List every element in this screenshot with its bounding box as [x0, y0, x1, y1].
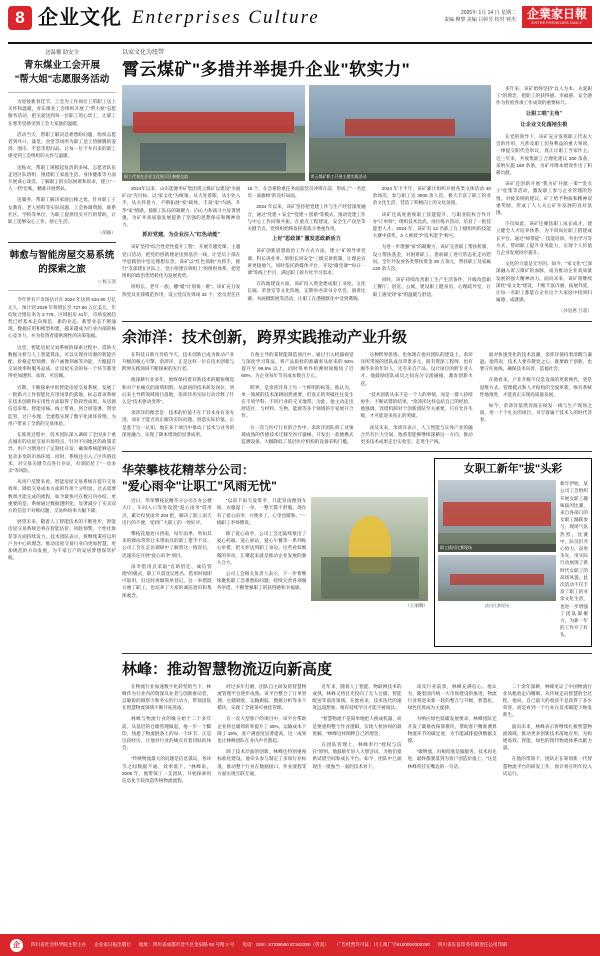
divider: [122, 321, 592, 322]
huarong-photo: [311, 497, 428, 601]
story-huarong-headline-1: 华荣攀枝花精萃分公司：: [122, 463, 255, 478]
paragraph: 该矿坚持"综合性党性提升工程"，开展专题党课、主题党日活动，把党的创新理论送到基层一线，让党员干部在学思践悟中坚定理想信念。该矿以"红色领航"为抓手，推行"支部建在区队上、党小组建在班组上"的组织体系，把党组织的政治优势转化为发展优势。: [122, 244, 241, 279]
paragraph: 在他主导的某智能制造项目中，通过引入机器视觉与深度学习算法，将产品质检的准确率从原来的 92% 提升至 99.5% 以上，同时将单件检测时间缩短了近 60%，为企业每年节省成本数百万元。: [241, 351, 354, 379]
story-huarong-col1: [122, 497, 212, 609]
hero-photo-right: [309, 85, 492, 181]
story-huarong-byline: （王丽娜）: [405, 603, 429, 609]
paragraph: 在科技日新月异的今天，技术创新已成为推动产业升级的核心引擎。余沛洋，正是这样一位在技术创新与跨界实践领域不断探索的先行者。: [122, 351, 235, 372]
left-story2-byline: □ 杨玉清: [98, 279, 116, 285]
masthead-date: [444, 10, 516, 24]
paragraph: 在团队管理上，林峰奉行"授权与信任"原则。他鼓励年轻人大胆尝试，为他们提供试错空间和成长平台。如今，团队中已涌现出一批独当一面的技术骨干。: [312, 742, 402, 769]
story-huarong-photo-col: [311, 497, 428, 609]
paragraph: 在一次大型客户的项目中，该平台帮助企业将仓储周转率提升了 35%，运输成本下降了 18%，客户满意度显著提高。这一成果也让林峰团队在业内声名鹊起。: [217, 716, 307, 744]
paragraph: 2024年以来，山东能源枣矿集团霄云煤矿以建设"幸福矿山"为目标，以"家文化"为统领，从大处着眼、从小处入手，从关怀着力，不断拓展"家"载体、丰富"家"内涵、升华"家"情感，使职工队伍的凝聚力、向心力和战斗力显著增强，为矿井高质量发展提供了坚强的思想保证和精神动力。: [122, 186, 241, 228]
page-number-badge: 8: [8, 6, 32, 30]
hero-right-subhead-2: 让企业文化落地生根: [520, 121, 568, 128]
footer-item-5: 四川省长征印务有限责任公司印刷: [437, 942, 507, 947]
paragraph: 雨伞借用点采取"自助借还、诚信管理"的模式，职工只需登记姓名、借用时间即可取用，归还时再做简单登记。这一举措既方便了职工，也培养了大家的诚信意识和集体观念。: [122, 563, 212, 598]
paragraph: 攀枝花地处川西南，每年雨季，突如其来的降雨常常让未带雨具的职工措手不及。公司工会在走访调研中了解到这一情况后，迅速决定开展"爱心雨伞"项目。: [122, 530, 212, 558]
paragraph: 近期，不断探索中的智能房屋交易系统，发展了一批新兴工作智能化应用场景的落地，标志着该系统在技术创新和实用性方面取得了阶段性成果。从房源信息采集、智能审核、线上带看，到合同签署、资金监管、过户办理，全流程实现了数字化闭环管理，为用户带来了全新的交易体验。: [8, 384, 116, 426]
story-box-photo: [438, 480, 556, 552]
paragraph: 面对快速变化的技术浪潮，余沛洋保持着清醒与谦逊。他常说，技术人要有敬畏之心，既要敢于创新，也要守住底线，确保技术向善、造福社会。: [479, 351, 592, 372]
paragraph: 2024 年以来，该矿坚持把党建工作与生产经营深度融合，通过"党建 + 安全""党建 + 创新"等模式，推动党建工作与中心工作同频共振。在重点工程建设、安全生产攻坚等关键节点，党组织始终发挥着战斗堡垒作用。: [247, 204, 366, 232]
main-column: [122, 49, 592, 784]
brand-name-cn: 企業家日報: [526, 7, 587, 21]
paragraph: 展望未来，随着人工智能技术的不断进步，智能房屋交易系统还将在智能估价、风险预警、个性化推荐等方面持续发力。技术团队表示，将继续秉持以用户为中心的理念，推动房屋交易行业向更加智慧、更加规范的方向发展，为千家万户的安居梦想保驾护航。: [8, 519, 116, 561]
paragraph: 为响应绿色低碳发展要求，林峰团队还开发了碳排放核算模块，帮助客户精准测算物流环节的碳足迹，为节能减排提供数据支撑。: [407, 716, 497, 744]
divider: [122, 451, 592, 452]
hero-photo-left: [122, 85, 305, 181]
paragraph: 多年来，该矿始终坚持"以人为本、关爱职工"的理念，把职工的获得感、幸福感、安全感作为检验各项工作成效的重要标尺。: [496, 86, 592, 106]
footer-item-4: 广告经营许可证：川工商广字5100004000280: [336, 942, 430, 947]
paragraph: 为进一步增强"家"的凝聚力，该矿完善职工帮扶机制，设立帮扶基金，对困难职工、患病职工进行常态化走访慰问。全年共发放各类帮扶资金 28 万余元，帮扶职工及家属 120 余人次。: [372, 244, 491, 272]
footer-item-3: 电话：028）87339500 87342250（传真）: [242, 942, 329, 947]
masthead-date-line2: 责编 穆黎 美编 吕婷芳 校对 钟杰: [444, 17, 516, 23]
paragraph: 在推进过程中，技术团队深入调研了全国多个重点城市的房屋交易市场特点，针对不同地区的政策差异、用户习惯进行了定制化开发，确保系统能够适应复杂多变的市场环境。同时，系统还引入了区块链技术，对交易关键节点进行存证，有效防范了"一房多卖"等风险。: [8, 431, 116, 473]
left-story2-headline: [8, 249, 116, 277]
story-linfeng-headline: 林峰：推动智慧物流迈向新高度: [122, 660, 333, 678]
hero-subhead-1: 抓好党建，为企业注入"红色动能": [142, 232, 220, 239]
paragraph: 在物流行业加速数字化转型的当下，林峰作为行业内的资深从业者与创新推动者，以敏锐的洞察力和务实的行动力，带领团队在智慧物流领域不断开拓进取。: [122, 683, 212, 711]
paragraph: 在他的带领下，团队正在筹划新一代智慧物流平台的研发工作，预计将在明年投入试运行。: [502, 756, 592, 776]
left-headline-line1: 青东煤业工会开展: [23, 60, 100, 71]
hero-photo-right-caption: 霄云煤矿职工开展主题实践活动: [309, 173, 492, 181]
paragraph: 为迎接新春佳节，工会为工作岗位上的职工送上关怀和温暖，青东煤业工会组织开展了"帮大姐"志愿服务活动，把关爱送到每一位职工的心坎上，让职工在寒冬里感受到工会大家庭的温暖。: [8, 99, 116, 126]
divider: [8, 290, 116, 291]
hero-kicker: 以家文化为纽带: [122, 50, 165, 56]
story-box-headline: 女职工新年"拔"头彩: [463, 463, 563, 476]
brand-logo: [522, 6, 592, 28]
hero-article: [122, 49, 592, 315]
paragraph: "传统物流最大的问题是信息孤岛，各环节之间数据不通、效率低下。"林峰说。2005 年，他带领了一支团队，开始探索用信息化手段改造传统物流流程。: [122, 756, 212, 784]
hero-headline: 霄云煤矿"多措并举提升企业"软实力": [122, 60, 411, 79]
hero-right-rail: [496, 85, 592, 315]
paragraph: 余沛洋的理念是：技术的价值不在于其本身有多先进，而在于能否真正解决实际问题、创造实际价值。正是基于这一认知，他在多个项目中推动了技术与业务的深度融合，实现了降本增效的显著成果。: [122, 410, 235, 437]
page-body: [8, 49, 592, 784]
story-box-photo-2: [438, 555, 556, 601]
paragraph: 除了爱心雨伞，公司工会还陆续推出了爱心药箱、爱心驿站、爱心午餐等一系列贴心举措，把关怀送到职工身边。这些看似细微的举动，汇聚起来就是推动企业发展的强大合力。: [216, 530, 307, 565]
story-box-women: [434, 458, 592, 646]
paragraph: 班组长、老年一族、撒"暖"计划推一难"。该矿充分发挥党员先锋模范作用，设立党员先锋岗 32 个、党员责任区 18 个，在急难险重任务面前党员冲锋在前，形成了"一名党员一面旗帜"的良好局面。: [122, 186, 366, 297]
paragraph: 今年世有产市场估计在 2024 年达到 634.90 万亿元人，预计到 2029 年将增长至 727.80 万亿美元，年均复合增长率为 2.775。区域租房 41年，市场发展趋势已经基本走向规范，新的业态、新型业态不断涌现，数据应用和模型构建，越来越成为行业内部的核心竞争力，并为投资者提供理性的决策依据。: [8, 297, 116, 339]
paragraph: 近年来，随着人工智能、物联网技术的成熟，林峰又将目光投向了无人仓储、智能配送等前沿领域。在他看来，技术迭代的速度远超想象，唯有持续学习才能不被淘汰。: [312, 683, 402, 711]
paragraph: 公司工会相关负责人表示，下一步将继续聚焦职工急难愁盼问题，持续完善各项服务举措，不断增强职工的获得感和幸福感。: [216, 570, 307, 591]
story-box-side-text: [560, 480, 588, 642]
paragraph: 在党的领导下，该矿充分发挥职工代表大会的作用，凡涉及职工切身利益的重大事项，一律提交职代会审议，真正让职工当家作主。近三年来，共收集职工合理化建议 260 余条，采纳实施 180 余条，为矿井降本增效作出了积极贡献。: [496, 134, 592, 176]
paragraph: "智慧物流不是简单地把人换成机器，而是要重构整个作业逻辑，实现人机协同的最优解。"林峰这样阐释自己的理念。: [312, 716, 402, 736]
paragraph: 送服务，帮职工解决家庭后顾之忧。针对职工子女教育、老人照料等实际问题，工会协调资源，联系社区、学校等单位，为职工提供切实可行的帮助，让职工能够安心工作、舒心生活。: [8, 197, 116, 225]
hero-right-subhead-1: 让职工唱"主角": [525, 110, 563, 117]
paragraph: 这里，智能房屋交易系统的探索过程中，借助大数据分析与人工智能算法，可以实现对房源的智能匹配、价格走势预测、客户画像刻画等功能，大幅提升交易效率和服务品质，让房屋买卖的每一个环节都变得更加透明、高效、可信赖。: [8, 344, 116, 379]
left-article-body: [8, 98, 116, 236]
paragraph: 二十余年深耕，林峰见证了中国物流行业从粗放走向精细、从传统走向智慧的全过程。他说，自己最大的收获不是获得了多少荣誉，而是看到一个行业在技术赋能下焕发新生。: [502, 683, 592, 718]
story-box-photo-caption: 职工拔河比赛现场: [438, 544, 556, 552]
hero-photo-left-caption: 职工代表在企业文化展示区参观交流: [122, 173, 305, 181]
left-story2-body: [8, 296, 116, 561]
paragraph: 该矿还创新开展"我为矿井献一策""金点子"征集等活动，激发职工参与企业管理的热情。对被采纳的建议，矿上给予物质和精神双重奖励，形成了人人关心矿井发展的良好氛围。: [496, 181, 592, 216]
paragraph: "做物流，归根结底是做服务。技术再先进，最终都要落到为客户创造价值上。"这是林峰常挂在嘴边的一句话。: [407, 749, 497, 769]
paragraph: 文化的力量是无穷的。如今，"家文化"已深深融入霄云煤矿的血脉，成为推动企业高质量发展的强大精神动力。面向未来，该矿将继续深化"家文化"建设，不断丰富内涵、拓展外延，让每一名职工都能在企业这个大家庭中找到归属感、成就感。: [496, 261, 592, 303]
footer-item-1: 企业家日报出版社: [94, 942, 131, 947]
footer-publisher: 四川省社会科学院主管主办: [31, 942, 87, 947]
paragraph: 在阵地建设方面，该矿投入资金建成职工书屋、文化长廊、荣誉室等文化阵地，定期举办读书分享会、演讲比赛、书画摄影展等活动，让职工在潜移默化中受到熏陶。: [247, 281, 366, 301]
brand-name-en: ENTREPRENEURS DAILY: [531, 21, 583, 25]
page-footer: [0, 934, 600, 956]
hero-byline: （孙思惠 吕超）: [558, 308, 592, 314]
masthead-right: [444, 6, 592, 28]
footer-logo-icon: 企: [10, 939, 23, 952]
story-yupeiyang-headline: 余沛洋：技术创新，跨界实践推动产业升级: [122, 328, 408, 346]
hero-subhead-2: 上好"思政课" 激发思政新活力: [272, 236, 341, 243]
paragraph: 跨界，是余沛洋身上另一个鲜明的标签。他认为，单一领域的技术深耕固然重要，但真正的突破往往发生在不同学科、不同行业的交叉地带。为此，他主动走出舒适区，与材料、生物、能源等多个领域的专家展开合作。: [241, 384, 354, 419]
section-title-cn: 企业文化: [38, 7, 122, 29]
paragraph: "技术创新从来不是一个人的事情，而是一群人持续协作、不断试错的结果。"余沛洋这样总结自己的经验。他强调，容错机制对于创新团队至关重要，只有允许失败，才可能迎来真正的突破。: [360, 391, 473, 419]
paragraph: 同时，该矿持续改善职工生产生活条件，升级改造职工餐厅、浴室、公寓，建设职工健身房、心理疏导室，让职工感受到"家"的温暖与舒适。: [372, 277, 491, 297]
paragraph: 在一次与医疗行业的合作中，余沛洋团队将工业领域成熟的传感技术迁移至医疗器械，开发出一款便携式监测设备，大幅降低了基层医疗机构的设备采购门槛。: [241, 424, 354, 444]
masthead-date-line1: 2025年 1月 14 日 星期二: [460, 10, 516, 16]
paragraph: 如今，余沛洋依然奔波在研发一线与生产现场之间，用一个个扎实的项目，书写着属于技术人的时代答卷。: [479, 402, 592, 423]
paragraph: 面向未来，林峰表示将继续扎根智慧物流领域，推动更多创新技术落地应用，为构建高效、智能、绿色的现代物流体系贡献力量。: [502, 723, 592, 751]
left-story2-headline-line1: 韩愈与智能房屋交易系统: [9, 250, 115, 262]
divider: [8, 92, 116, 93]
paragraph: 从用户反馈来看，智能房屋交易系统在提升交易效率、降低交易成本方面的作用十分明显。过去需要数周才能完成的流程，如今最快可在数日内办结。更重要的是，系统通过数据透明化，显著减少了买卖双方的信息不对称问题，交易纠纷率大幅下降。: [8, 479, 116, 513]
paragraph: 不仅如此，该矿还聚焦职工成长成才，建立健全人才培养体系，为不同岗位职工搭建成长平台。通过"师带徒"、技能培训、外出学习等方式，帮助职工提升业务能力，实现个人价值与企业发展同步提升。: [496, 221, 592, 256]
story-box-bottom-caption: 拔河比赛现场: [485, 603, 509, 609]
paragraph: 在他看来，产业升级不仅是设备的更新换代，更是思维方式、管理模式和人才结构的全面革新。唯有系统性地推进，才能真正实现高质量发展。: [479, 377, 592, 397]
left-story2-headline-line2: 的探索之旅: [38, 264, 86, 276]
story-yupeiyang: [122, 328, 592, 445]
masthead: [8, 0, 592, 44]
paragraph: 除了技术层面的创新，林峰还特别重视标准化建设。他牵头参与制定了多项行业标准，推动整个行业在数据接口、作业流程等方面实现互联互通。: [217, 749, 307, 776]
story-linfeng-body: [122, 683, 592, 785]
left-column: [8, 49, 116, 784]
paragraph: 他深耕行业多年，始终保持着对新技术的敏锐嗅觉和对产业痛点的深刻洞察。从最初的技术研发岗位，到后来主导跨领域项目落地，余沛洋用实际行动诠释了什么是"技术驱动变革"。: [122, 377, 235, 404]
story-huarong: [122, 458, 428, 646]
paragraph: 近日，华荣攀枝花精萃分公司在办公楼大厅、车间入口等处设置"爱心雨伞"借用点，累计投放雨伞 204 把，解决了职工雨天出行的不便，受到广大职工的一致好评。: [122, 498, 212, 525]
paragraph: 该矿还高度重视职工技能提升，与职业院校合作开办"订单班"，组织技术比武、岗位练兵活动，培育了一批技能型人才。2024 年，该矿有 12 名职工在上级组织的技能大赛中获奖，3 人被授予"技术能手"称号。: [372, 211, 491, 239]
footer-item-2: 地址：四川省成都市金牛区金泉路 93 号附 2 号: [138, 942, 235, 947]
paragraph: 林峰与物流行业的缘分始于二十多年前。从基层的仓储管理做起，他一步一个脚印，熟悉了物流链条上的每一个环节。正是这段经历，让他对行业的痛点有着切肤的体会。: [122, 716, 212, 751]
left-article-byline: （胡颖）: [97, 230, 116, 236]
paragraph: 该矿创新思想政治工作方式方法，建立"矿领导讲党课、科长讲业务、班组长讲安全"三级宣讲机制，让理论宣讲更接地气。同时依托新媒体平台，开设"微党课""每日一课"等线上栏目，满足职工碎片化学习需求。: [247, 248, 366, 276]
section-title-en: Enterprises Culture: [132, 7, 320, 28]
paragraph: 新年伊始，某公司工会组织开展女职工趣味拔河比赛，来自各部门的女职工踊跃参与，现场气氛热烈。比赛中，队员们齐心协力、奋勇争先，用实际行动展现了新时代女职工的昂扬风貌。此次活动不仅丰富了职工的业余文化生活，也进一步增强了团队凝聚力，为新一年的工作开了好头。: [560, 481, 588, 638]
paragraph: 谈及行业前景，林峰充满信心。他认为，随着国内统一大市场建设的推进，物流行业将迎来新一轮的整合与升级，智慧化、绿色化将成为主旋律。: [407, 683, 497, 711]
story-huarong-headline-2: "爱心雨伞"让职工"风雨无忧": [122, 479, 277, 494]
hero-body: [122, 185, 491, 302]
paragraph: 活动当天，帮职工解决急难愁盼问题，组织志愿者到井口、澡堂、食堂等场所为职工送上热腾腾的姜汤、围巾、手套等慰问品，让每一位下井归来的职工感受到工会组织的关怀与温暖。: [8, 131, 116, 159]
middle-row: [122, 458, 592, 646]
paragraph: 2024 年下半年，该矿累计组织开展各类文体活动 40 余场次，参与职工达 3000 余人次，极大丰富了职工的业余文化生活，营造了积极向上的文化氛围。: [372, 186, 491, 206]
hero-right-body: [496, 85, 592, 315]
paragraph: "以前下雨天没带伞，只能冒雨跑到车间，衣服湿了一身，一整天都不舒服。现在有了爱心雨伞，方便多了，心里也暖和。"一线职工李师傅说。: [216, 498, 307, 525]
paragraph: 送贴衣，帮职工规模起复清的多味。志愿者队伍走进区队班组，围绕职工家庭生活、身体健康等方面开展谈心谈话，了解职工的实际困难和诉求，建立"一人一档"台账，精准开展帮扶。: [8, 164, 116, 192]
left-headline: [8, 59, 116, 87]
divider: [8, 242, 116, 243]
story-yupeiyang-body: [122, 351, 592, 445]
divider: [122, 653, 592, 654]
story-linfeng: [122, 660, 592, 785]
story-huarong-col2: [217, 497, 307, 609]
left-kicker: 送温馨 助安全: [45, 50, 79, 56]
paragraph: 谈及未来，余沛洋表示，人工智能与实体产业的融合仍有巨大空间。他希望能够继续深耕这一方向，推动更多技术成果走出实验室、走进生产线。: [360, 424, 473, 444]
left-headline-line2: "帮大姐"志愿服务活动: [14, 74, 110, 85]
paragraph: 这种跨界思维，也体现在他对团队的建设上。余沛洋所带领的团队成员背景多元，既有资深工程师，也有刚毕业的年轻人，还有来自产品、设计岗位的跨专业人才。他鼓励团队成员之间充分交流碰撞，激发创新火花。: [360, 351, 473, 386]
paragraph: 经过多年打磨，团队自主研发的智慧物流管理平台逐步成熟。该平台整合了订单管理、仓储调度、运输跟踪、数据分析等多个模块，实现了全链条可视化管理。: [217, 683, 307, 711]
